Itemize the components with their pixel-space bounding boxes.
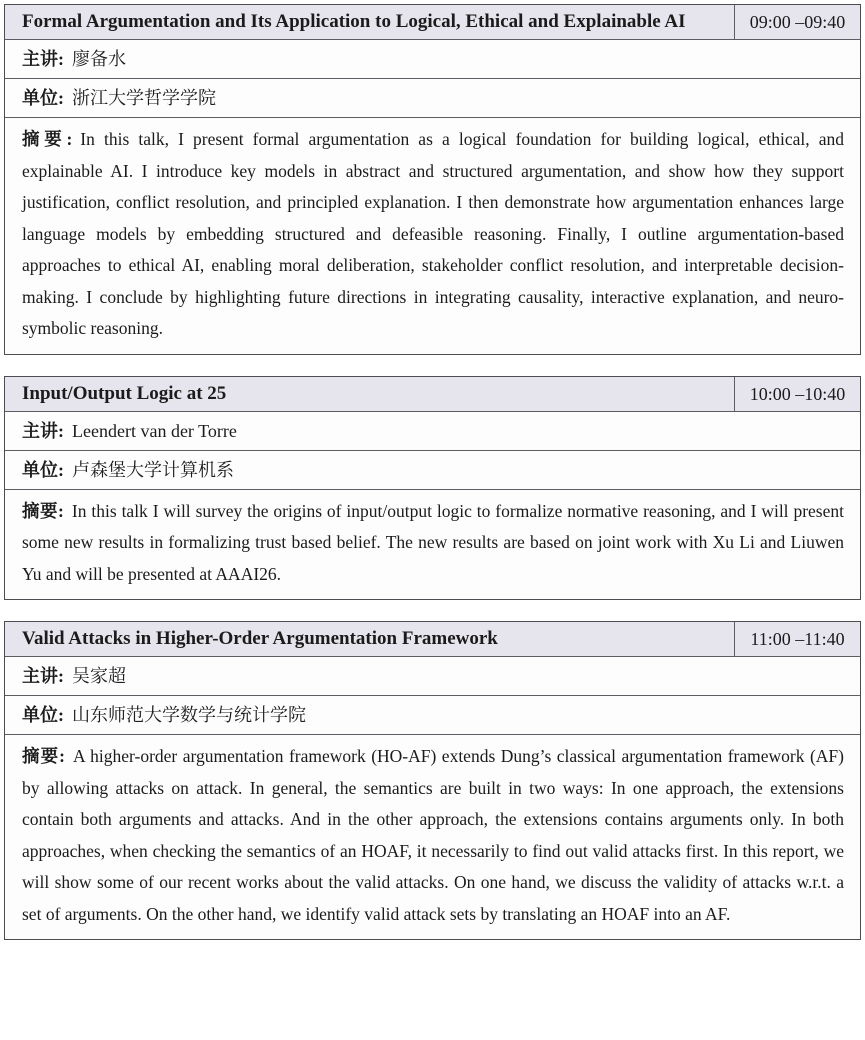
speaker-label: 主讲: — [22, 420, 64, 441]
abstract-label: 摘要: — [22, 746, 66, 766]
speaker-name: 吴家超 — [72, 666, 126, 686]
speaker-label: 主讲: — [22, 49, 64, 69]
abstract-row — [5, 118, 860, 354]
speaker-row — [5, 40, 860, 79]
affiliation-row — [5, 451, 860, 490]
affiliation-label: 单位: — [22, 705, 64, 725]
affiliation-name: 浙江大学哲学学院 — [72, 88, 216, 108]
affiliation-name: 卢森堡大学计算机系 — [72, 459, 234, 480]
session-time: 09:00 –09:40 — [734, 5, 860, 39]
abstract-text: In this talk, I present formal argumentation as a logical foundation for building logical, ethical, and explainable AI. I introduce key models in abstract and structured argumentation, and show how they support justification, conflict resolution, and principled explanation. I then demonstrate how argumentation enhances large language models by embedding structured and defeasible reasoning. Finally, I outline argumentation-based approaches to ethical AI, enabling moral deliberation, stakeholder conflict resolution, and interpretable decision-making. I conclude by highlighting future directions in integrating causality, interactive explanation, and neuro-symbolic reasoning. — [22, 129, 844, 338]
session-card-2 — [4, 376, 861, 601]
abstract-row — [5, 490, 860, 600]
abstract-row — [5, 735, 860, 939]
session-card-1 — [4, 4, 861, 355]
abstract-text: In this talk I will survey the origins of input/output logic to formalize normative reasoning, and I will present some new results in formalizing trust based belief. The new results are based on joint work with Xu Li and Liuwen Yu and will be presented at AAAI26. — [22, 500, 844, 584]
session-time: 11:00 –11:40 — [734, 622, 860, 656]
speaker-name: Leendert van der Torre — [72, 420, 237, 441]
session-card-3 — [4, 621, 861, 940]
session-title: Input/Output Logic at 25 — [22, 382, 227, 404]
session-title: Valid Attacks in Higher-Order Argumentation Framework — [22, 628, 498, 649]
speaker-row — [5, 412, 860, 451]
abstract-label: 摘要: — [22, 129, 73, 149]
session-header — [5, 622, 860, 657]
session-header — [5, 377, 860, 412]
affiliation-row — [5, 696, 860, 735]
affiliation-label: 单位: — [22, 459, 64, 480]
speaker-name: 廖备水 — [72, 49, 126, 69]
affiliation-label: 单位: — [22, 88, 64, 108]
abstract-text: A higher-order argumentation framework (HO-AF) extends Dung’s classical argumentation framework (AF) by allowing attacks on attack. In general, the semantics are built in two ways: In one approach, the extensions contain both arguments and attacks. And in the other approach, the extensions contains arguments only. In both approaches, when checking the semantics of an HOAF, it necessarily to find out valid attacks first. In this report, we will show some of our recent works about the valid attacks. On one hand, we discuss the validity of attacks w.r.t. a set of arguments. On the other hand, we identify valid attack sets by translating an HOAF into an AF. — [22, 746, 844, 924]
session-header — [5, 5, 860, 40]
speaker-label: 主讲: — [22, 666, 64, 686]
affiliation-name: 山东师范大学数学与统计学院 — [72, 705, 306, 725]
affiliation-row — [5, 79, 860, 118]
session-title: Formal Argumentation and Its Application to Logical, Ethical and Explainable AI — [22, 11, 686, 32]
speaker-row — [5, 657, 860, 696]
session-time: 10:00 –10:40 — [734, 377, 860, 411]
abstract-label: 摘要: — [22, 500, 64, 521]
